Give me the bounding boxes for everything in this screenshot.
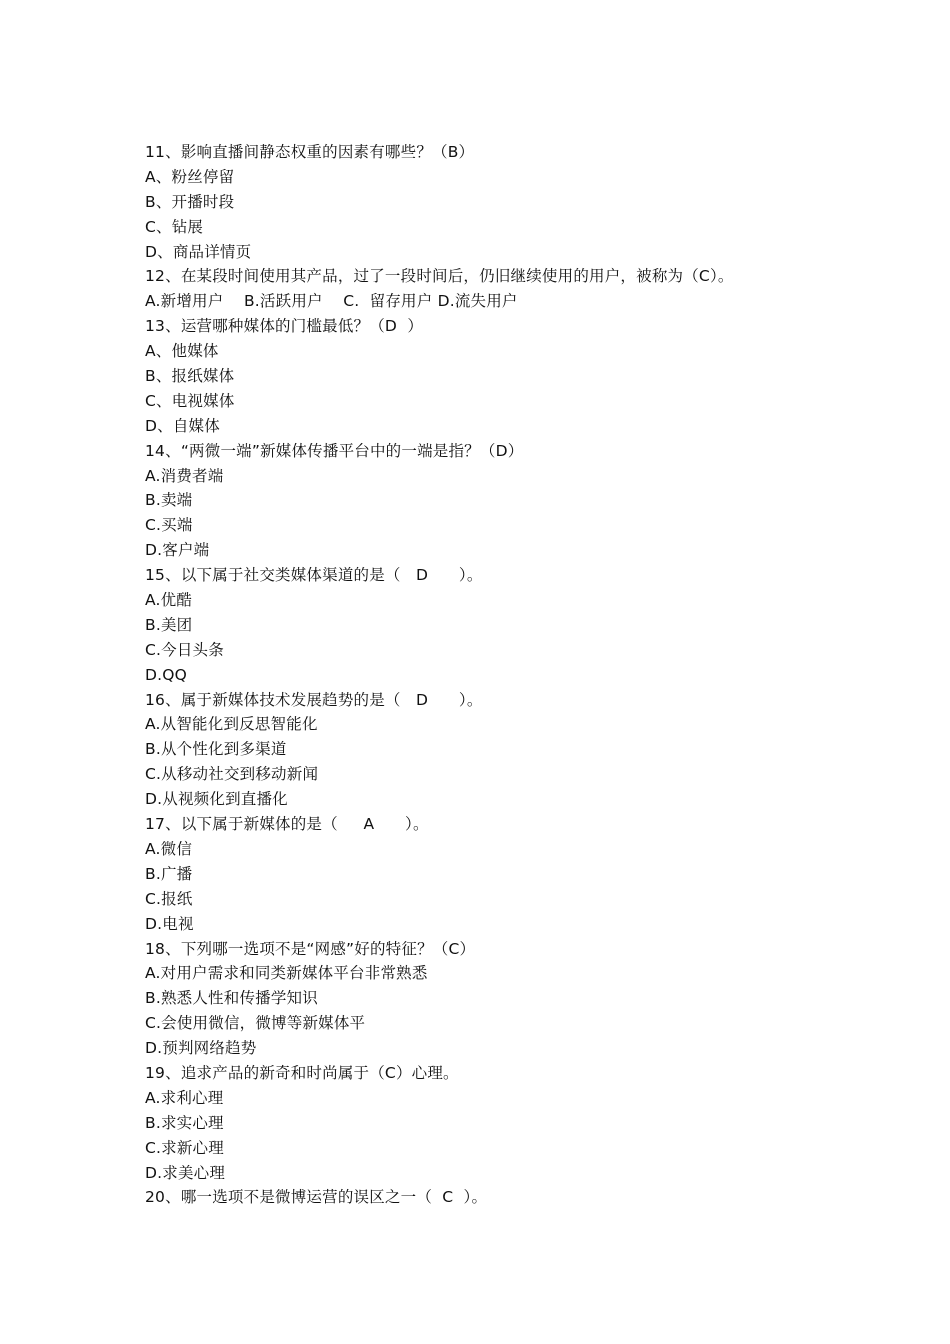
question-14: 14、“两微一端”新媒体传播平台中的一端是指？（D）: [145, 441, 524, 460]
option-b: B.广播: [145, 864, 193, 883]
option-b: B.求实心理: [145, 1113, 224, 1132]
option-d: D、商品详情页: [145, 242, 252, 261]
option-d: D、自媒体: [145, 416, 220, 435]
option-d: D.从视频化到直播化: [145, 790, 288, 809]
option-c: C.报纸: [145, 889, 193, 908]
option-b: B.熟悉人性和传播学知识: [145, 989, 318, 1008]
option-b: B.从个性化到多渠道: [145, 740, 287, 759]
option-a: A.优酷: [145, 591, 193, 610]
options-inline: A.新增用户 B.活跃用户 C. 留存用户 D.流失用户: [145, 292, 518, 311]
option-a: A、他媒体: [145, 342, 219, 361]
question-16: 16、属于新媒体技术发展趋势的是（ D ）。: [145, 690, 483, 709]
question-13: 13、运营哪种媒体的门槛最低？（D ）: [145, 317, 424, 336]
option-a: A.从智能化到反思智能化: [145, 715, 318, 734]
option-b: B、报纸媒体: [145, 367, 235, 386]
question-17: 17、以下属于新媒体的是（ A ）。: [145, 815, 429, 834]
option-d: D.求美心理: [145, 1163, 226, 1182]
question-15: 15、以下属于社交类媒体渠道的是（ D ）。: [145, 566, 483, 585]
option-c: C.会使用微信，微博等新媒体平: [145, 1014, 366, 1033]
option-c: C、钻展: [145, 217, 204, 236]
question-18: 18、下列哪一选项不是“网感”好的特征？（C）: [145, 939, 476, 958]
option-a: A.消费者端: [145, 466, 224, 485]
option-a: A.求利心理: [145, 1088, 224, 1107]
question-20: 20、哪一选项不是微博运营的误区之一（ C ）。: [145, 1188, 488, 1207]
question-list: [145, 140, 845, 1210]
option-b: B.卖端: [145, 491, 193, 510]
option-c: C.今日头条: [145, 640, 224, 659]
option-b: B、开播时段: [145, 192, 235, 211]
option-d: D.QQ: [145, 665, 188, 684]
question-12: 12、在某段时间使用其产品，过了一段时间后，仍旧继续使用的用户，被称为（C）。: [145, 267, 734, 286]
option-c: C.从移动社交到移动新闻: [145, 765, 319, 784]
option-a: A.对用户需求和同类新媒体平台非常熟悉: [145, 964, 428, 983]
option-d: D.预判网络趋势: [145, 1039, 257, 1058]
option-b: B.美团: [145, 615, 193, 634]
question-11: 11、影响直播间静态权重的因素有哪些？（B）: [145, 143, 475, 161]
option-a: A、粉丝停留: [145, 167, 235, 186]
option-c: C、电视媒体: [145, 391, 235, 410]
question-19: 19、追求产品的新奇和时尚属于（C）心理。: [145, 1063, 459, 1082]
option-c: C.买端: [145, 516, 193, 535]
option-c: C.求新心理: [145, 1138, 224, 1157]
option-d: D.电视: [145, 914, 194, 933]
option-d: D.客户端: [145, 541, 210, 560]
option-a: A.微信: [145, 839, 193, 858]
